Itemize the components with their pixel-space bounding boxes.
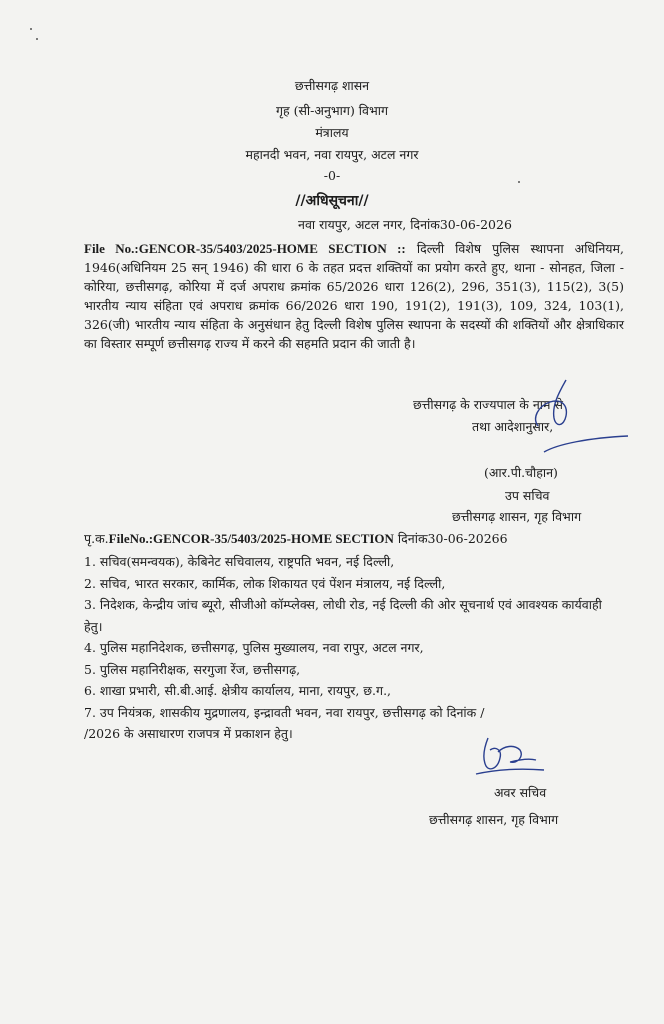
list-item: 1. सचिव(समन्वयक), केबिनेट सचिवालय, राष्ट्रपति भवन, नई दिल्ली, (84, 554, 395, 569)
list-item: 7. उप नियंत्रक, शासकीय मुद्रणालय, इन्द्रावती भवन, नवा रायपुर, छत्तीसगढ़ को दिनांक / (84, 704, 485, 720)
endorsement-file-number: FileNo.:GENCOR-35/5403/2025-HOME SECTION (108, 531, 394, 546)
list-item: 5. पुलिस महानिरीक्षक, सरगुजा रेंज, छत्तीसगढ़, (84, 661, 301, 677)
signatory-department: छत्तीसगढ़ शासन, गृह विभाग (452, 509, 582, 524)
list-item: 3. निदेशक, केन्द्रीय जांच ब्यूरो, सीजीओ कॉम्प्लेक्स, लोधी रोड, नई दिल्ली की ओर सूचनार्थ एवं आवश्यक कार्यवाही हेतु। (84, 597, 602, 634)
header-separator: -0- (323, 168, 341, 183)
signatory-designation: उप सचिव (505, 488, 550, 503)
place-date-line: नवा रायपुर, अटल नगर, दिनांक30-06-2026 (298, 217, 512, 232)
list-item: 4. पुलिस महानिदेशक, छत्तीसगढ़, पुलिस मुख्यालय, नवा रापुर, अटल नगर, (84, 640, 424, 655)
signature-under-secretary (470, 730, 550, 782)
endorsement-date: दिनांक30-06-20266 (393, 531, 508, 546)
header-department: गृह (सी-अनुभाग) विभाग (275, 103, 389, 118)
scan-speck (36, 38, 38, 40)
list-item: /2026 के असाधारण राजपत्र में प्रकाशन हेतु। (84, 726, 293, 741)
endorsement-line (84, 530, 508, 547)
scan-speck (30, 28, 32, 30)
endorsement-prefix: पृ.क. (84, 531, 109, 546)
notification-title: //अधिसूचना// (295, 193, 369, 209)
by-order-line: तथा आदेशानुसार, (472, 419, 554, 434)
signature-deputy-secretary (488, 372, 638, 462)
under-secretary-designation: अवर सचिव (494, 785, 547, 800)
list-item: 2. सचिव, भारत सरकार, कार्मिक, लोक शिकायत एवं पेंशन मंत्रालय, नई दिल्ली, (84, 575, 446, 591)
notification-body (84, 239, 624, 353)
under-secretary-department: छत्तीसगढ़ शासन, गृह विभाग (429, 812, 559, 827)
governor-order-line: छत्तीसगढ़ के राज्यपाल के नाम से (413, 397, 563, 412)
header-government: छत्तीसगढ़ शासन (294, 78, 370, 93)
body-text: दिल्ली विशेष पुलिस स्थापना अधिनियम, 1946(अधिनियम 25 सन् 1946) की धारा 6 के तहत प्रदत्त शक्तियों का प्रयोग करते हुए, थाना - सोनहत, जिला - कोरिया, छत्तीसगढ़, कोरिया में दर्ज अपराध क्रमांक 65/2026 धारा 126(2), 296, 351(3), 115(2), 3(5) भारतीय न्याय संहिता एवं अपराध क्रमांक 66/2026 धारा 190, 191(2), 191(3), 109, 324, 103(1), 326(जी) भारतीय न्याय संहिता के अनुसंधान हेतु दिल्ली विशेष पुलिस स्थापना के सदस्यों की शक्तियों और क्षेत्राधिकार का विस्तार सम्पूर्ण छत्तीसगढ़ राज्य में करने की सहमति प्रदान की जाती है। (84, 241, 624, 351)
file-number: File No.:GENCOR-35/5403/2025-HOME SECTION :: (84, 241, 406, 256)
distribution-list (84, 551, 624, 745)
scan-speck (518, 181, 520, 183)
header-address: महानदी भवन, नवा रायपुर, अटल नगर (245, 147, 419, 162)
signatory-name: (आर.पी.चौहान) (484, 465, 558, 480)
header-ministry: मंत्रालय (315, 125, 349, 140)
list-item: 6. शाखा प्रभारी, सी.बी.आई. क्षेत्रीय कार्यालय, माना, रायपुर, छ.ग., (84, 683, 392, 698)
